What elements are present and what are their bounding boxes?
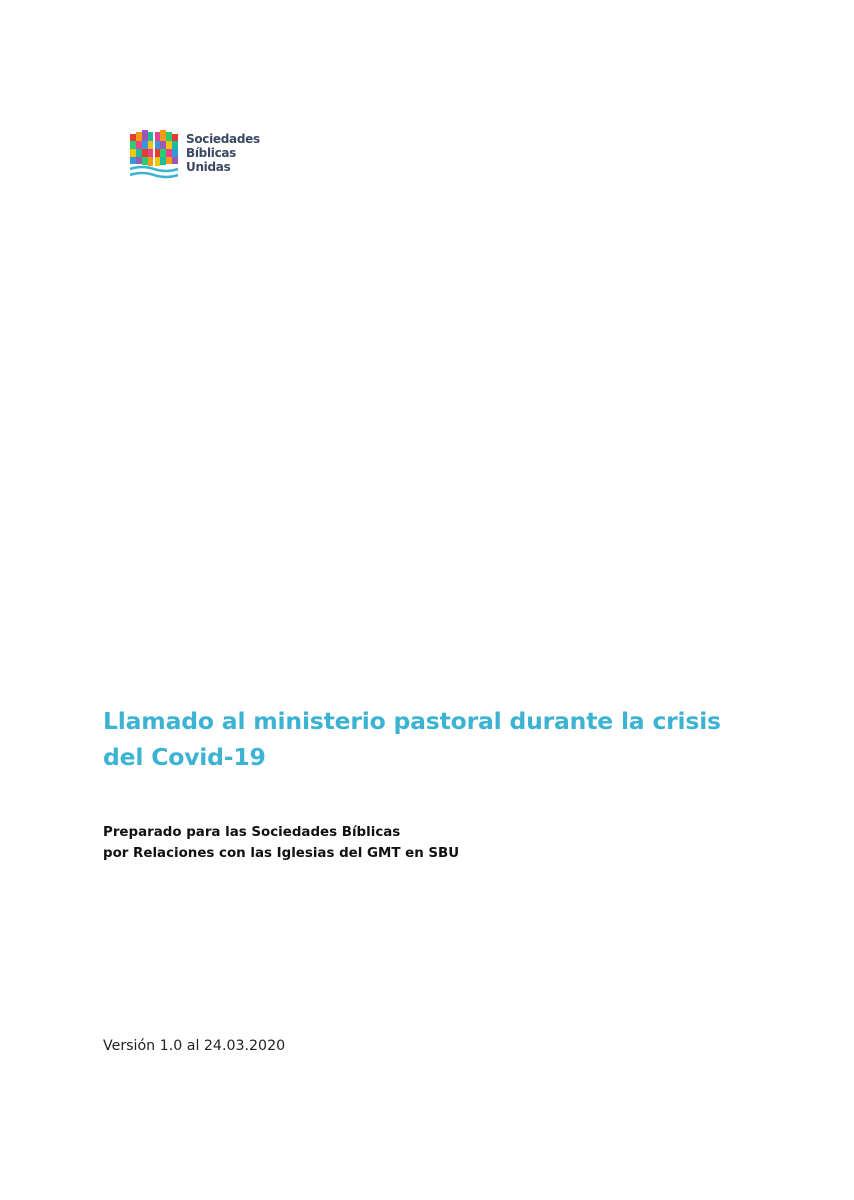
logo-line-3: Unidas (186, 160, 231, 174)
logo-wordmark (186, 132, 260, 174)
logo-line-2: Bíblicas (186, 146, 237, 160)
prepared-by-line-2: por Relaciones con las Iglesias del GMT en SBU (103, 846, 460, 861)
document-title-line-1: Llamado al ministerio pastoral durante la crisis (103, 707, 721, 735)
document-title-line-2: del Covid-19 (103, 743, 266, 771)
organization-logo (128, 128, 260, 180)
bible-mosaic-logo-icon (128, 128, 180, 180)
document-title (103, 703, 763, 775)
logo-line-1: Sociedades (186, 132, 260, 146)
prepared-by-line-1: Preparado para las Sociedades Bíblicas (103, 825, 401, 840)
prepared-by (103, 822, 459, 864)
version-text: Versión 1.0 al 24.03.2020 (103, 1038, 286, 1054)
